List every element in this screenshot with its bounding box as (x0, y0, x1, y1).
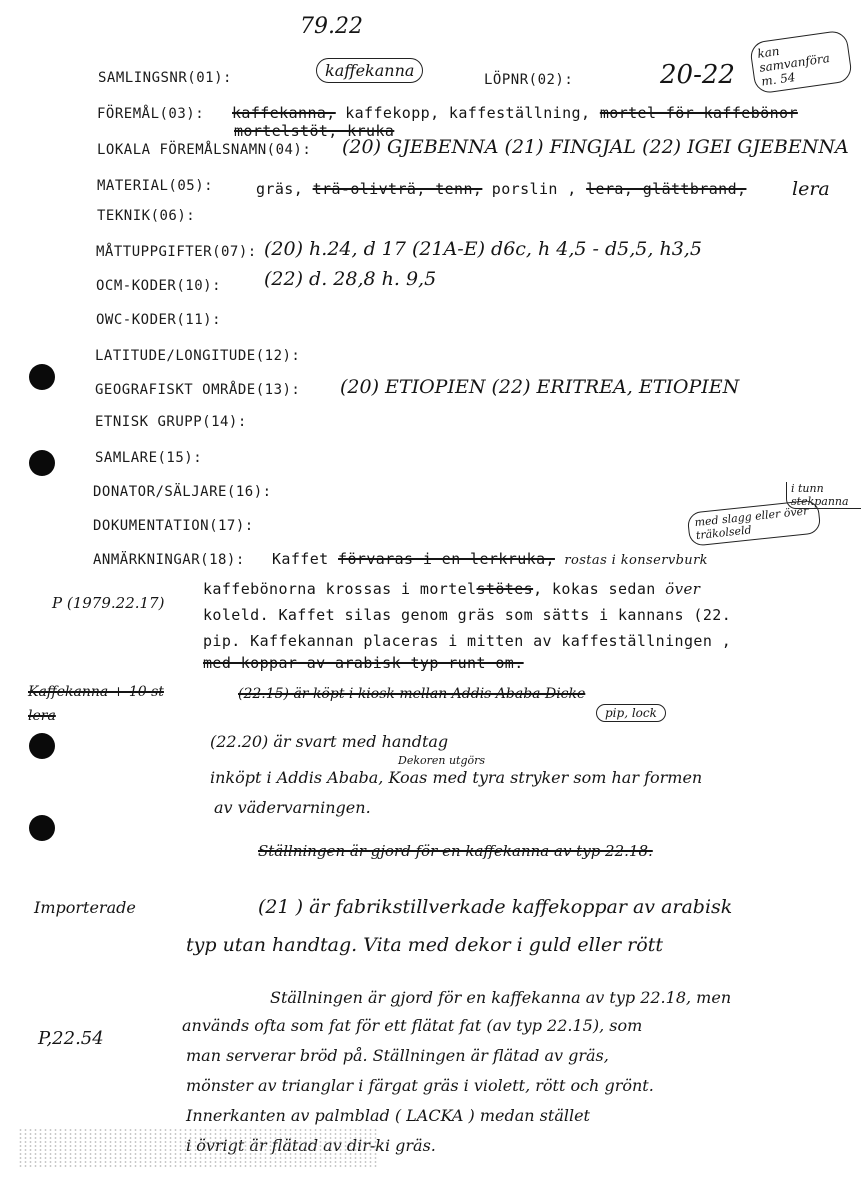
p3-line3: man serverar bröd på. Ställningen är flätad av gräs, (186, 1046, 609, 1065)
left-struck-1: Kaffekanna + 10 st (28, 684, 164, 700)
remarks-line1-a: Kaffet (272, 550, 329, 568)
left-ref-2: P,22.54 (38, 1028, 104, 1049)
remarks-line2-hand: över (665, 580, 701, 598)
remarks-line2-text: kaffebönorna krossas i mortel (203, 580, 477, 598)
material-line (256, 180, 746, 198)
remarks-line2-struck: stötes (476, 580, 534, 598)
mattuppgifter-value: (20) h.24, d 17 (21A-E) d6c, h 4,5 - d5,5, h3,5 (264, 238, 702, 260)
p3-line1: Ställningen är gjord för en kaffekanna av typ 22.18, men (270, 988, 732, 1007)
field-label-lopnr: LÖPNR(02): (484, 72, 574, 88)
lopnr-value: 20-22 (660, 60, 735, 90)
field-label-geografiskt: GEOGRAFISKT OMRÅDE(13): (95, 382, 301, 398)
remarks-line3: koleld. Kaffet silas genom gräs som sätts i kannans (22. (203, 606, 732, 624)
field-label-latlong: LATITUDE/LONGITUDE(12): (95, 348, 301, 364)
geografiskt-value: (20) ETIOPIEN (22) ERITREA, ETIOPIEN (340, 376, 740, 398)
left-ref: P (1979.22.17) (52, 594, 165, 612)
material-value2: porslin , (491, 180, 577, 198)
p21-line1: (21 ) är fabrikstillverkade kaffekoppar av arabisk (258, 896, 733, 918)
material-hand: lera (792, 178, 830, 200)
foremal-value: kaffekopp, kaffeställning, (345, 104, 591, 122)
remarks-line2 (203, 580, 700, 598)
foremal-struck-b: mortel för kaffebönor (599, 104, 798, 122)
hand-struck-2: Ställningen är gjord för en kaffekanna av typ 22.18. (258, 842, 653, 860)
foremal-line2-struck: mortelstöt, kruka (234, 122, 395, 140)
field-label-donator: DONATOR/SÄLJARE(16): (93, 484, 272, 500)
material-struck: trä-olivträ, tenn, (312, 180, 483, 198)
p3-line6: i övrigt är flätad av dir-ki gräs. (186, 1136, 436, 1155)
field-label-teknik: TEKNIK(06): (97, 208, 196, 224)
remarks-line5-struck: med koppar av arabisk typ runt om. (203, 654, 524, 672)
top-number: 79.22 (300, 14, 363, 39)
p21-line2: typ utan handtag. Vita med dekor i guld eller rött (186, 934, 663, 956)
punch-hole (29, 364, 55, 390)
field-label-foremal: FÖREMÅL(03): (97, 106, 205, 122)
field-label-material: MATERIAL(05): (97, 178, 214, 194)
punch-hole (29, 815, 55, 841)
hand-line1: (22.20) är svart med handtag (210, 732, 449, 751)
annot-box: med slagg eller över träkolseld (687, 499, 822, 547)
material-struck2: lera, glättbrand, (586, 180, 747, 198)
lokala-value: (20) GJEBENNA (21) FINGJAL (22) IGEI GJEBENNA (342, 136, 849, 158)
field-label-lokala: LOKALA FÖREMÅLSNAMN(04): (97, 142, 312, 158)
field-label-anmarkningar: ANMÄRKNINGAR(18): (93, 552, 245, 568)
p3-line4: mönster av trianglar i färgat gräs i violett, rött och grönt. (186, 1076, 654, 1095)
hand-struck-line: (22.15) är köpt i kiosk mellan Addis Ababa Dicke (238, 686, 586, 702)
left-struck-2: lera (28, 708, 56, 724)
remarks-line1 (272, 550, 708, 568)
field-label-mattuppgifter: MÅTTUPPGIFTER(07): (96, 244, 257, 260)
punch-hole (29, 450, 55, 476)
hand-line2: inköpt i Addis Ababa, Koas med tyra stryker som har formen (210, 768, 703, 787)
scan-noise (18, 1128, 378, 1168)
field-label-ocm: OCM-KODER(10): (96, 278, 222, 294)
left-note-2: Importerade (34, 898, 136, 917)
remarks-line1-hand: rostas i konservburk (564, 553, 708, 568)
hand-line1-box: pip, lock (596, 704, 666, 722)
field-label-owc: OWC-KODER(11): (96, 312, 222, 328)
p3-line2: används ofta som fat för ett flätat fat (av typ 22.15), som (182, 1016, 643, 1035)
hand-line3: av vädervarningen. (214, 798, 371, 817)
annot-top: i tunn stekpanna (786, 482, 861, 509)
punch-hole (29, 733, 55, 759)
field-label-samlingsnr: SAMLINGSNR(01): (98, 70, 232, 86)
samlingsnr-value: kaffekanna (316, 58, 423, 83)
material-value: gräs, (256, 180, 304, 198)
remarks-line2-b: , kokas sedan (533, 580, 656, 598)
foremal-line (232, 104, 798, 122)
remarks-line1-struck: förvaras i en lerkruka, (338, 550, 555, 568)
corner-note: kan samvanföra m. 54 (749, 29, 853, 94)
hand-line2-note: Dekoren utgörs (398, 754, 486, 767)
p3-line5: Innerkanten av palmblad ( LACKA ) medan stället (186, 1106, 590, 1125)
remarks-line4: pip. Kaffekannan placeras i mitten av kaffeställningen , (203, 632, 732, 650)
field-label-dokumentation: DOKUMENTATION(17): (93, 518, 254, 534)
field-label-samlare: SAMLARE(15): (95, 450, 203, 466)
ocm-value: (22) d. 28,8 h. 9,5 (264, 268, 437, 290)
field-label-etnisk: ETNISK GRUPP(14): (95, 414, 247, 430)
foremal-struck-a: kaffekanna, (232, 104, 336, 122)
